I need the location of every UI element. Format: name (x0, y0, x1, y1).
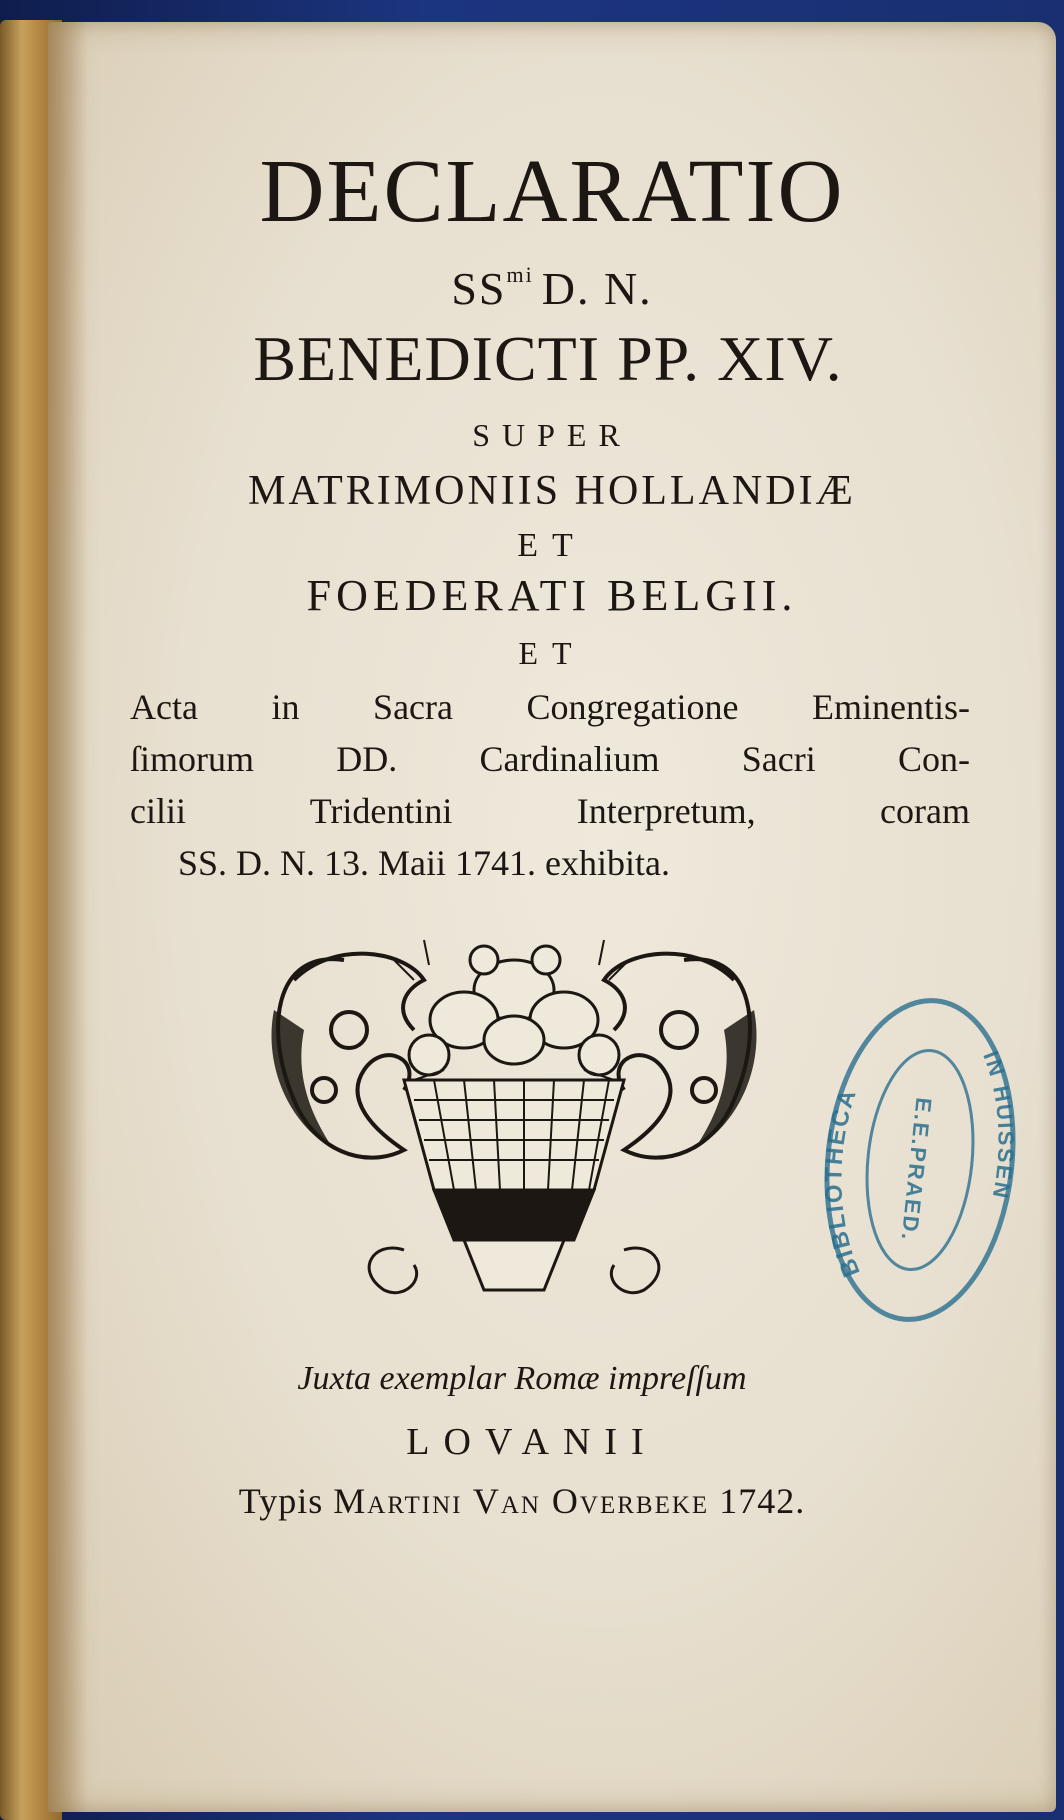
library-stamp-icon (803, 980, 1037, 1339)
stamp-outer-text: BIBLIOTHECA (820, 1084, 866, 1281)
foederati-line: FOEDERATI BELGII. (306, 571, 798, 620)
imprint-year: 1742. (719, 1481, 806, 1521)
printer-name: Martini Van Overbeke (333, 1481, 710, 1521)
super-line: SUPER (472, 417, 632, 453)
body-line-1: Acta in Sacra Congregatione Eminentis- (130, 687, 970, 727)
svg-text:BIBLIOTHECA (809, 1084, 885, 1283)
typis-prefix: Typis (238, 1481, 324, 1521)
imprint-juxta: Juxta exemplar Romæ impreſſum (297, 1360, 747, 1397)
ss-prefix: SS (451, 263, 507, 314)
stamp-middle-text: E.E.PRAED. (896, 1096, 937, 1243)
et-line-1: ET (517, 527, 587, 564)
ss-line (48, 262, 1056, 315)
stamp-inner-text: IN HUISSEN (978, 1047, 1019, 1203)
title-heading: DECLARATIO (259, 142, 845, 241)
pope-name: BENEDICTI PP. XIV. (253, 323, 843, 394)
imprint-place: LOVANII (406, 1421, 658, 1463)
fruit-basket-ornament-icon (254, 920, 774, 1320)
imprint-printer (48, 1480, 1026, 1522)
body-line-2: ſimorum DD. Cardinalium Sacri Con- (130, 739, 970, 779)
title-page (48, 22, 1056, 1812)
ss-superscript: mi (506, 262, 534, 287)
ss-rest: D. N. (541, 263, 653, 314)
et-line-2: ET (518, 635, 586, 671)
body-line-3: cilii Tridentini Interpretum, coram (130, 791, 970, 831)
matrimoniis-line: MATRIMONIIS HOLLANDIÆ (248, 468, 856, 514)
body-line-4: SS. D. N. 13. Maii 1741. exhibita. (178, 843, 670, 883)
